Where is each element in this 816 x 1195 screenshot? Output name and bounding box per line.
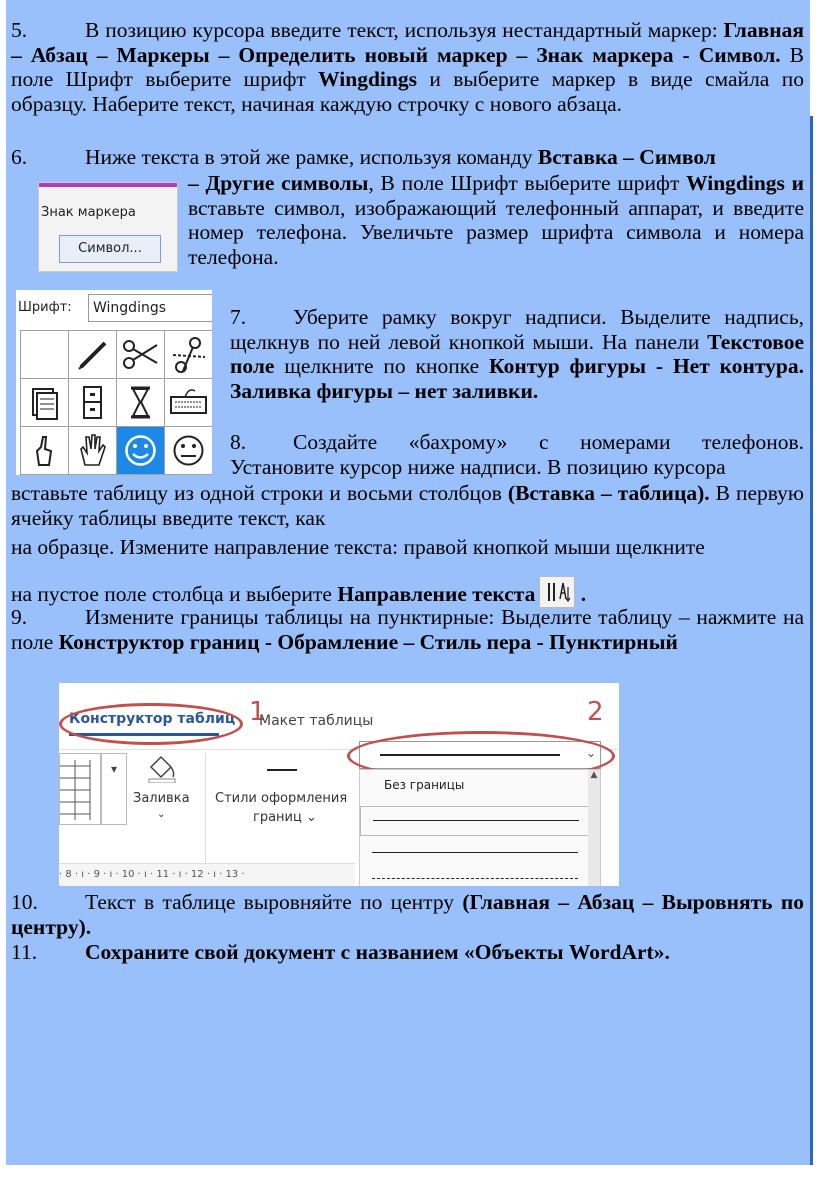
symbol-grid <box>20 330 212 475</box>
paragraph-8-line1: 8. Создайте «бахрому» с номерами телефонов. Установите курсор ниже надписи. В позицию курсора <box>230 430 804 479</box>
highlight-ellipse-1 <box>59 703 243 745</box>
item-number: 7. <box>230 305 247 329</box>
gallery-more-button[interactable]: ▾ <box>101 753 127 825</box>
file-cabinet-icon <box>69 379 116 426</box>
item-number: 6. <box>11 145 28 169</box>
text-direction-icon <box>539 576 575 608</box>
symbol-cell[interactable] <box>165 427 212 475</box>
list-scrollbar[interactable]: ▲ <box>588 770 600 886</box>
shading-button[interactable]: Заливка <box>133 791 190 806</box>
smiley-icon <box>117 427 164 474</box>
scissors-icon <box>117 331 164 378</box>
pen-style-solid[interactable] <box>360 806 592 836</box>
item-number: 11. <box>11 940 38 964</box>
symbol-picker-screenshot <box>16 290 212 475</box>
shading-dropdown-icon[interactable]: ⌄ <box>157 809 166 820</box>
paragraph-8-line4: на образце. Измените направление текста: правой кнопкой мыши щелкните <box>11 535 705 559</box>
group-divider <box>205 753 206 863</box>
paragraph-11: 11. Сохраните свой документ с названием «Объекты WordArt». <box>11 940 670 964</box>
paint-bucket-icon <box>141 753 181 783</box>
pen-line-preview <box>267 769 297 771</box>
ruler: · 8 · ı · 9 · ı · 10 · ı · 11 · ı · 12 · ı · 13 · <box>59 863 355 886</box>
paragraph-8-body: вставьте таблицу из одной строки и восьми столбцов (Вставка – таблица). В первую ячейку таблицы введите текст, как <box>11 481 804 530</box>
paragraph-6-line1: 6. Ниже текста в этой же рамке, используя команду Вставка – Символ <box>11 145 716 169</box>
symbol-cell[interactable] <box>21 331 69 379</box>
ribbon-screenshot <box>59 683 619 886</box>
dialog-accent-bar <box>39 183 177 187</box>
symbol-cell[interactable] <box>69 331 117 379</box>
documents-icon <box>21 379 68 426</box>
border-styles-label2: границ ⌄ <box>253 810 317 825</box>
symbol-cell[interactable] <box>69 379 117 427</box>
border-styles-button[interactable]: Стили оформления <box>215 791 348 806</box>
keyboard-icon <box>165 379 212 426</box>
pen-style-none[interactable]: Без границы <box>384 778 465 792</box>
tab-table-design[interactable]: Конструктор таблиц <box>69 711 236 727</box>
symbol-cell[interactable] <box>117 331 165 379</box>
pen-style-thin[interactable] <box>372 852 578 853</box>
hourglass-icon <box>117 379 164 426</box>
pen-style-dotted[interactable] <box>372 878 578 880</box>
item-number: 5. <box>11 18 28 42</box>
item-number: 10. <box>11 890 38 914</box>
symbol-cell[interactable] <box>165 379 212 427</box>
frame-right-border <box>810 116 813 1165</box>
paragraph-7: 7. Уберите рамку вокруг надписи. Выделите надпись, щелкнув по ней левой кнопкой мыши. На панели Текстовое поле щелкните по кнопке Контур фигуры - Нет контура. Заливка фигуры – нет заливки. <box>230 305 804 403</box>
symbol-cell[interactable] <box>117 379 165 427</box>
marker-number-2: 2 <box>587 697 604 727</box>
symbol-cell-selected[interactable] <box>117 427 165 475</box>
item-number: 9. <box>11 605 28 629</box>
dropdown-chevron-icon: ⌄ <box>585 746 596 760</box>
pen-style-list <box>359 769 601 886</box>
paragraph-5: 5. В позицию курсора введите текст, используя нестандартный маркер: Главная – Абзац – Маркеры – Определить новый маркер – Знак маркера - Символ. В поле Шрифт выберите шрифт Wingdings и выберите маркер в виде смайла по образцу. Наберите текст, начиная каждую строчку с нового абзаца. <box>11 18 804 116</box>
paragraph-6-body: – Другие символы, В поле Шрифт выберите шрифт Wingdings и вставьте символ, изображающий телефонный аппарат, и введите номер телефона. Увеличьте размер шрифта символа и номера телефона. <box>188 171 805 269</box>
table-style-preview[interactable] <box>59 753 101 825</box>
neutral-face-icon <box>165 427 212 474</box>
scissors-cut-icon <box>165 331 212 378</box>
symbol-cell[interactable] <box>21 379 69 427</box>
symbol-cell[interactable] <box>69 427 117 475</box>
pencil-icon <box>69 331 116 378</box>
symbol-cell[interactable] <box>21 427 69 475</box>
item-number: 8. <box>230 430 247 454</box>
marker-label: Знак маркера <box>41 205 136 220</box>
marker-dialog-screenshot <box>38 182 178 272</box>
symbol-button[interactable]: Символ... <box>59 235 161 263</box>
hand-pointing-icon <box>21 427 68 474</box>
paragraph-8-line5: на пустое поле столбца и выберите Направление текста . <box>11 576 804 608</box>
font-select[interactable]: Wingdings <box>88 294 212 322</box>
paragraph-10: 10. Текст в таблице выровняйте по центру (Главная – Абзац – Выровнять по центру). <box>11 890 804 939</box>
symbol-cell[interactable] <box>165 331 212 379</box>
paragraph-9: 9. Измените границы таблицы на пунктирные: Выделите таблицу – нажмите на поле Конструктор границ - Обрамление – Стиль пера - Пунктирный <box>11 605 804 654</box>
font-label: Шрифт: <box>18 300 72 315</box>
open-hand-icon <box>69 427 116 474</box>
tab-table-layout[interactable]: Макет таблицы <box>259 713 374 729</box>
marker-number-1: 1 <box>249 697 266 727</box>
